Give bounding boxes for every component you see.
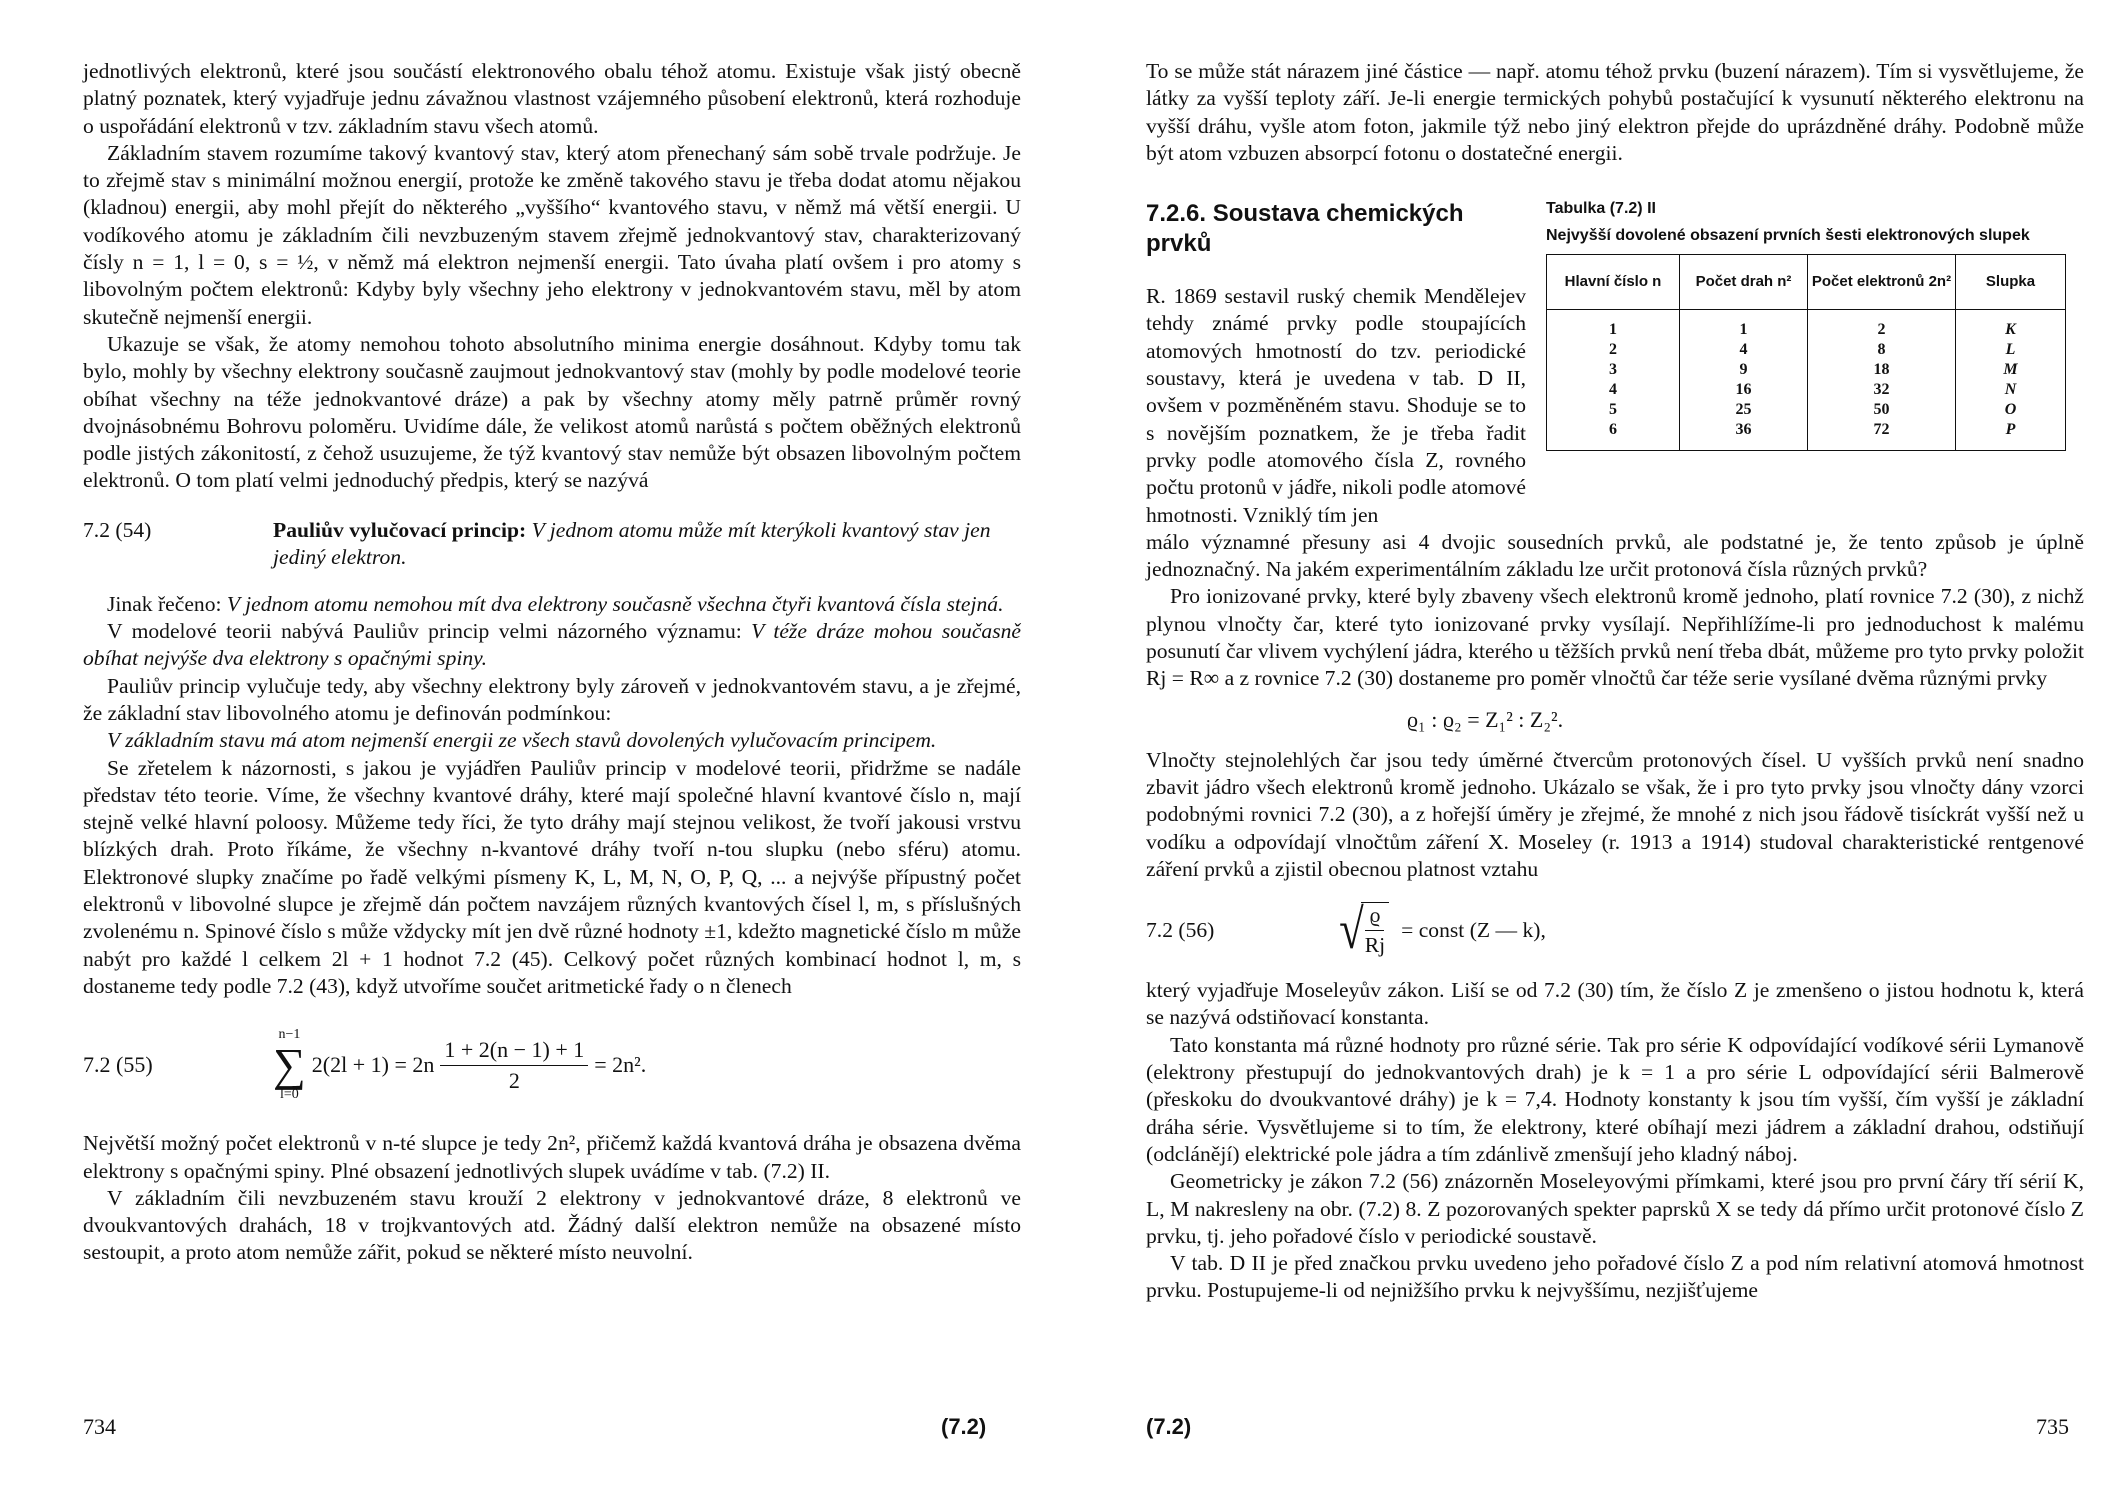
- right-para-7: Geometricky je zákon 7.2 (56) znázorněn Moseleyovými přímkami, které jsou pro první čáry tří sérií K, L, M nakresleny na obr. (7.2) 8. Z pozorovaných spekter paprsků X se tedy dá přímo určit protonové číslo Z prvku, tj. jeho pořadové číslo v periodické soustavě.: [1146, 1169, 2084, 1248]
- left-para-7: [83, 727, 1021, 754]
- cell-2n2: 32: [1873, 381, 1890, 398]
- cell-n2: 36: [1735, 421, 1752, 438]
- left-para-3: Ukazuje se však, že atomy nemohou tohoto absolutního minima energie dosáhnout. Kdyby tomu tak bylo, mohly by všechny elektrony současně zaujmout jednokvantový stav (mohly by podle modelové teorie obíhat všechny na téže jednokvantové dráze) a pak by všechny atomy měly patrně průměr rovný dvojnásobnému Bohrovu poloměru. Uvidíme dále, že velikost atomů narůstá s počtem oběžných elektronů podle jistých zákonitostí, z čehož usuzujeme, že týž kvantový stav nemůže být obsazen libovolným počtem elektronů. O tom platí velmi jednoduchý předpis, který se nazývá: [83, 331, 1021, 493]
- right-para-5: který vyjadřuje Moseleyův zákon. Liší se od 7.2 (30) tím, že číslo Z je zmenšeno o jistou hodnotu k, která se nazývá odstiňovací konstanta.: [1146, 978, 2084, 1030]
- left-page: [83, 58, 1021, 1478]
- fraction-numerator: 1 + 2(n − 1) + 1: [440, 1037, 588, 1066]
- left-para-5: [83, 618, 1021, 673]
- cell-n2: 16: [1735, 381, 1752, 398]
- cell-2n2: 2: [1877, 321, 1886, 338]
- section-heading: 7.2.6. Soustava chemických prvků: [1146, 200, 1464, 258]
- right-page: [1146, 58, 2084, 1478]
- sigma-symbol: ∑: [273, 1039, 306, 1091]
- shell-occupancy-table: [1546, 254, 2066, 451]
- equation-7-2-56: [1146, 895, 2084, 965]
- right-para-8: V tab. D II je před značkou prvku uvedeno jeho pořadové číslo Z a pod ním relativní atomová hmotnost prvku. Postupujeme-li od nejnižšího prvku k nejvyššímu, nezjišťujeme: [1146, 1251, 2084, 1303]
- sqrt-numerator: ϱ: [1365, 903, 1384, 931]
- left-para-8: Se zřetelem k názornosti, s jakou je vyjádřen Pauliův princip v modelové teorii, přidržme se nadále představ této teorie. Víme, že všechny kvantové dráhy, které mají společné hlavní kvantové číslo n, mají stejně velké hlavní poloosy. Můžeme tedy říci, že tyto dráhy mají stejnou velikost, že tvoří jakousi vrstvu blízkých drah. Proto říkáme, že všechny n-kvantové dráhy tvoří n-tou slupku (nebo sféru) atomu. Elektronové slupky značíme po řadě velkými písmeny K, L, M, N, O, P, Q, ... a nejvýše přípustný počet elektronů v libovolné slupce je zřejmě dán počtem navzájem různých kvantových čísel l, m, s příslušných zvolenému n. Spinové číslo s může vždycky mít jen dvě různé hodnoty ±1, kdežto magnetické číslo m může nabýt pro každé l celkem 2l + 1 hodnot 7.2 (45). Celkový počet různých kombinací hodnot l, m, s dostaneme tedy podle 7.2 (43), když utvoříme součet aritmetické řady o n členech: [83, 755, 1021, 998]
- cell-n: 5: [1609, 401, 1617, 418]
- pauli-principle-statement: [273, 517, 1021, 571]
- cell-n: 3: [1609, 361, 1617, 378]
- equation-left: 2(2l + 1) = 2n: [311, 1052, 435, 1078]
- col-n-values: [1547, 310, 1680, 451]
- equation-fraction: [440, 1037, 588, 1094]
- left-para-1: jednotlivých elektronů, které jsou součástí elektronového obalu téhož atomu. Existuje však jistý obecně platný poznatek, který vyjadřuje jednu závažnou vlastnost vzájemného působení elektronů, která rozhoduje o uspořádání elektronů v tzv. základním stavu všech atomů.: [83, 59, 1021, 138]
- sqrt-fraction: [1361, 902, 1389, 958]
- right-chapter-mark: (7.2): [1146, 1414, 1192, 1439]
- cell-n: 1: [1609, 321, 1617, 338]
- equation-right: = 2n².: [594, 1052, 647, 1078]
- equation-number: 7.2 (56): [1146, 917, 1215, 942]
- pauli-principle-number: 7.2 (54): [83, 517, 152, 542]
- cell-2n2: 50: [1873, 401, 1890, 418]
- pauli-principle-text: V jednom atomu může mít kterýkoli kvantový stav jen jediný elektron.: [273, 517, 991, 569]
- left-para-2: Základním stavem rozumíme takový kvantový stav, který atom přenechaný sám sobě trvale podržuje. Je to zřejmě stav s minimální možnou energií, protože ke změně takového stavu je třeba dodat atomu nějakou (kladnou) energii, aby mohl přejít do některého „vyššího“ kvantového stavu, v němž má větší energii. U vodíkového atomu je základním čili nevzbuzeným stavem zřejmě jednokvantový stav, charakterizovaný čísly n = 1, l = 0, s = ½, v němž má elektron nejmenší energii. Tato úvaha platí ovšem i pro atomy s libovolným počtem elektronů: Kdyby byly všechny jeho elektrony v jednokvantovém stavu, měl by atom skutečně nejmenší energii.: [83, 140, 1021, 329]
- sum-lower-limit: l=0: [280, 1087, 299, 1103]
- cell-n2: 1: [1739, 321, 1748, 338]
- right-para-6: Tato konstanta má různé hodnoty pro různé série. Tak pro série K odpovídající vodíkové sérii Lymanově (elektrony přestupují do jednokvantových drah) je k = 1 a pro série L odpovídající sérii Balmerově (přeskoku do dvoukvantové dráhy) je k = 7,4. Hodnoty konstanty k jsou tím vyšší, čím vyšší je základní dráha série. Vysvětlujeme si to tím, že elektrony, které obíhají mezi jádrem a základní drahou, odstiňují (odclánějí) elektrické pole jádra a tím zdánlivě zmenšují jeho kladný náboj.: [1146, 1032, 2084, 1166]
- summation: [273, 1027, 306, 1103]
- right-para-2: R. 1869 sestavil ruský chemik Mendělejev tehdy známé prvky podle stoupajících atomových hmotností do tzv. periodické soustavy, která je uvedena v tab. D II, ovšem v pozměněném stavu. Shoduje se to s novějším poznatkem, že je třeba řadit prvky podle atomového čísla Z, rovného počtu protonů v jádře, nikoli podle atomové hmotnosti. Vzniklý tím jen: [1146, 284, 1526, 527]
- fraction-denominator: 2: [508, 1067, 520, 1093]
- pauli-principle: [83, 517, 1021, 571]
- ground-state-condition: V základním stavu má atom nejmenší energii ze všech stavů dovolených vylučovacím principem.: [107, 728, 937, 753]
- cell-shell: P: [2005, 421, 2016, 438]
- right-para-3: Pro ionizované prvky, které byly zbaveny všech elektronů kromě jednoho, platí rovnice 7.2 (30), z nichž plynou vlnočty čar, které tyto ionizované prvky vysílají. Nepřihlížíme-li pro jednoduchost k malému posunutí čar vlivem vychýlení jádra, kterého u těžších prvků není třeba dbát, můžeme pro tyto prvky položit Rj = R∞ a z rovnice 7.2 (30) dostaneme pro poměr vlnočtů čar téže serie vysílané dvěma různými prvky: [1146, 584, 2084, 691]
- right-para-1: To se může stát nárazem jiné částice — např. atomu téhož prvku (buzení nárazem). Tím si vysvětlujeme, že látky za vyšší teploty září. Je-li energie termických pohybů postačující k vysunutí některého elektronu na vyšší dráhu, vyšle atom foton, jakmile týž nebo jiný elektron přejde do uprázdněné dráhy. Podobně může být atom vzbuzen absorpcí fotonu o dostatečné energii.: [1146, 59, 2084, 165]
- left-para-5-italic: V téže dráze mohou současně obíhat nejvýše dva elektrony s opačnými spiny.: [83, 619, 1021, 671]
- cell-n2: 4: [1739, 341, 1748, 358]
- left-chapter-mark: (7.2): [941, 1414, 987, 1439]
- left-page-number: 734: [83, 1414, 116, 1439]
- right-para-4: Vlnočty stejnolehlých čar jsou tedy úměrné čtvercům protonových čísel. U vyšších prvků není snadno zbavit jádro všech elektronů kromě jednoho. Ukázalo se však, že i pro tyto prvky jsou vlnočty dány vzorci podobnými rovnici 7.2 (30), a z hořejší úměry je zřejmé, že mnohé z nich jsou řádově tisíckrát vyšší než u vodíku a odpovídají vlnočtům záření X. Moseley (r. 1913 a 1914) studoval charakteristické rentgenové záření prvků a zjistil obecnou platnost vztahu: [1146, 747, 2084, 881]
- cell-shell: M: [2003, 361, 2018, 378]
- cell-n2: 25: [1735, 401, 1752, 418]
- cell-shell: K: [2005, 321, 2016, 338]
- left-para-5-lead: V modelové teorii nabývá Pauliův princip velmi názorného významu:: [107, 619, 752, 644]
- left-para-4: [83, 591, 1021, 618]
- right-para-2-continued: málo významné přesuny asi 4 dvojic sousedních prvků, ale podstatné je, že tento způsob je úplně jednoznačný. Na jakém experimentálním základu lze určit protonová čísla různých prvků?: [1146, 529, 2084, 582]
- right-page-number: 735: [2036, 1414, 2069, 1439]
- cell-n: 2: [1609, 341, 1617, 358]
- cell-n2: 9: [1739, 361, 1748, 378]
- table-label: Tabulka (7.2) II: [1546, 200, 1656, 217]
- col-n2-values: [1680, 310, 1808, 451]
- col-shell-values: [1956, 310, 2066, 451]
- cell-shell: L: [2005, 341, 2016, 358]
- radical-sign: √: [1339, 899, 1364, 962]
- header-main-number: Hlavní číslo n: [1547, 255, 1680, 310]
- cell-n: 4: [1609, 381, 1617, 398]
- sum-upper-limit: n−1: [278, 1027, 301, 1043]
- cell-2n2: 8: [1877, 341, 1886, 358]
- equation-body: [273, 1027, 1021, 1103]
- col-2n2-values: [1808, 310, 1956, 451]
- header-shell: Slupka: [1956, 255, 2066, 310]
- left-para-9: Největší možný počet elektronů v n-té slupce je tedy 2n², přičemž každá kvantová dráha je obsazena dvěma elektrony s opačnými spiny. Plné obsazení jednotlivých slupek uvádíme v tab. (7.2) II.: [83, 1131, 1021, 1183]
- cell-n: 6: [1609, 421, 1617, 438]
- pauli-principle-name: Pauliův vylučovací princip:: [273, 517, 527, 542]
- equation-right: = const (Z — k),: [1401, 917, 1546, 942]
- header-orbit-count: Počet drah n²: [1680, 255, 1808, 310]
- left-para-4-italic: V jednom atomu nemohou mít dva elektrony současně všechna čtyři kvantová čísla stejná.: [226, 591, 1004, 616]
- left-para-10: V základním čili nevzbuzeném stavu krouží 2 elektrony v jednokvantové dráze, 8 elektronů ve dvoukvantových drahách, 18 v trojkvantových atd. Žádný další elektron nemůže na obsazené místo sestoupit, a proto atom nemůže zářit, pokud se některé místo neuvolní.: [83, 1185, 1021, 1265]
- table-row: [1547, 310, 2066, 451]
- cell-2n2: 72: [1873, 421, 1890, 438]
- cell-2n2: 18: [1873, 361, 1890, 378]
- equation-number: 7.2 (55): [83, 1052, 153, 1078]
- header-electron-count: Počet elektronů 2n²: [1808, 255, 1956, 310]
- cell-shell: N: [2004, 381, 2017, 398]
- left-para-6: Pauliův princip vylučuje tedy, aby všechny elektrony byly zároveň v jednokvantovém stavu, a je zřejmé, že základní stav libovolného atomu je definován podmínkou:: [83, 673, 1021, 725]
- table-7-2-II: [1546, 198, 2084, 451]
- cell-shell: O: [2004, 401, 2017, 418]
- left-para-4-lead: Jinak řečeno:: [107, 591, 227, 616]
- square-root: [1336, 899, 1395, 962]
- equation-7-2-55: [83, 1010, 1021, 1120]
- table-title: Nejvyšší dovolené obsazení prvních šesti elektronových slupek: [1546, 227, 2030, 244]
- sqrt-denominator: Rj: [1364, 933, 1386, 958]
- wavenumber-ratio-equation: ϱ₁ : ϱ₂ = Z₁² : Z₂².: [1406, 706, 1564, 732]
